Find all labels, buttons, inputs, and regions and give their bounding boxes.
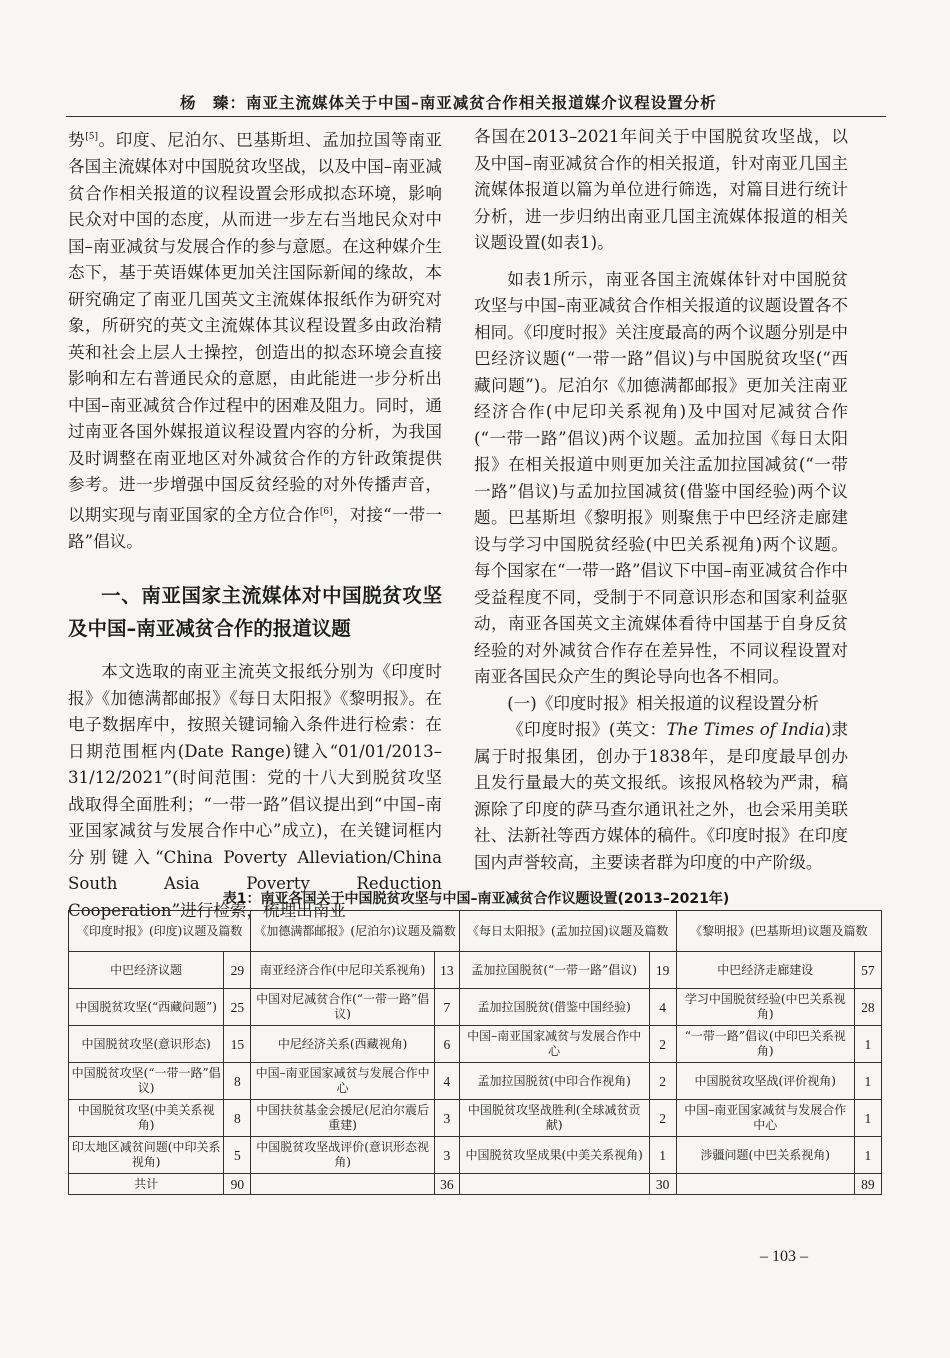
right-paragraph-3: 《印度时报》(英文：The Times of India)隶属于时报集团，创办于1838年，是印度最早创办且发行量最大的英文报纸。该报风格较为严肃，稿源除了印度的萨马查尔通讯社之外，也会采用美联社、法新社等西方媒体的稿件。《印度时报》在印度国内声誉较高，主要读者群为印度的中产阶级。 (474, 720, 848, 872)
table-total-row: 共计 90 36 30 89 (69, 1174, 882, 1195)
header-kathmandu-post: 《加德满都邮报》(尼泊尔)议题及篇数 (251, 911, 459, 952)
running-header: 杨 臻：南亚主流媒体关于中国–南亚减贫合作相关报道媒介议程设置分析 (180, 93, 717, 112)
citation-6: [6] (319, 506, 333, 517)
table-row: 中国脱贫攻坚(中美关系视角) 8 中国扶贫基金会援尼(尼泊尔震后重建) 3 中国脱贫攻坚战胜利(全球减贫贡献) 2 中国–南亚国家减贫与发展合作中心 1 (69, 1100, 882, 1137)
table-header-row (69, 911, 882, 952)
right-paragraph-2: 如表1所示，南亚各国主流媒体针对中国脱贫攻坚与中国–南亚减贫合作相关报道的议题设置各不相同。《印度时报》关注度最高的两个议题分别是中巴经济议题(“一带一路”倡议)与中国脱贫攻坚(“西藏问题”)。尼泊尔《加德满都邮报》更加关注南亚经济合作(中尼印关系视角)及中国对尼减贫合作(“一带一路”倡议)两个议题。孟加拉国《每日太阳报》在相关报道中则更加关注孟加拉国减贫(“一带一路”倡议)与孟加拉国减贫(借鉴中国经验)两个议题。巴基斯坦《黎明报》则聚焦于中巴经济走廊建设与学习中国脱贫经验(中巴关系视角)两个议题。每个国家在“一带一路”倡议下中国–南亚减贫合作中受益程度不同，受制于不同意识形态和国家利益驱动，南亚各国英文主流媒体看待中国基于自身反贫经验的对外减贫合作存在差异性，不同议程设置对南亚各国民众产生的舆论导向也各不相同。 (474, 269, 848, 686)
total-label: 共计 (69, 1174, 224, 1195)
issues-table (68, 910, 882, 1195)
header-dawn: 《黎明报》(巴基斯坦)议题及篇数 (676, 911, 881, 952)
header-daily-sun: 《每日太阳报》(孟加拉国)议题及篇数 (459, 911, 676, 952)
table-row: 中国脱贫攻坚(意识形态) 15 中尼经济关系(西藏视角) 6 中国–南亚国家减贫与发展合作中心 2 “一带一路”倡议(中印巴关系视角) 1 (69, 1026, 882, 1063)
section-title: 一、南亚国家主流媒体对中国脱贫攻坚及中国–南亚减贫合作的报道议题 (68, 584, 442, 641)
table-row: 中巴经济议题 29 南亚经济合作(中尼印关系视角) 13 孟加拉国脱贫(“一带一路”倡议) 19 中巴经济走廊建设 57 (69, 952, 882, 989)
right-column (474, 124, 848, 876)
right-paragraph-1: 各国在2013–2021年间关于中国脱贫攻坚战，以及中国–南亚减贫合作的相关报道，针对南亚几国主流媒体报道以篇为单位进行筛选，对篇目进行统计分析，进一步归纳出南亚几国主流媒体报道的相关议题设置(如表1)。 (474, 127, 848, 252)
left-column (68, 124, 442, 924)
page-number: – 103 – (760, 1248, 808, 1265)
left-paragraph-2: 本文选取的南亚主流英文报纸分别为《印度时报》《加德满都邮报》《每日太阳报》《黎明报》。在电子数据库中，按照关键词输入条件进行检索：在日期范围框内(Date Range)键入“01/01/2013–31/12/2021”(时间范围：党的十八大到脱贫攻坚战取得全面胜利；“一带一路”倡议提出到“中国–南亚国家减贫与发展合作中心”成立)，在关键词框内分别键入“China Poverty Alleviation/China South Asia Poverty Reduction Cooperation”进行检索，梳理出南亚 (68, 662, 442, 920)
header-times-of-india: 《印度时报》(印度)议题及篇数 (69, 911, 251, 952)
table-row: 中国脱贫攻坚(“西藏问题”) 25 中国对尼减贫合作(“一带一路”倡议) 7 孟加拉国脱贫(借鉴中国经验) 4 学习中国脱贫经验(中巴关系视角) 28 (69, 989, 882, 1026)
english-title: The Times of India (666, 720, 825, 739)
table-title: 表1：南亚各国关于中国脱贫攻坚与中国–南亚减贫合作议题设置(2013–2021年) (222, 891, 730, 907)
table-row: 中国脱贫攻坚(“一带一路”倡议) 8 中国–南亚国家减贫与发展合作中心 4 孟加拉国脱贫(中印合作视角) 2 中国脱贫攻坚战(评价视角) 1 (69, 1063, 882, 1100)
table-row: 印太地区减贫问题(中印关系视角) 5 中国脱贫攻坚战评价(意识形态视角) 3 中国脱贫攻坚成果(中美关系视角) 1 涉疆问题(中巴关系视角) 1 (69, 1137, 882, 1174)
header-rule (66, 116, 886, 117)
left-paragraph-1: 势[5]。印度、尼泊尔、巴基斯坦、孟加拉国等南亚各国主流媒体对中国脱贫攻坚战，以及中国–南亚减贫合作相关报道的议程设置会形成拟态环境，影响民众对中国的态度，从而进一步左右当地民众对中国–南亚减贫与发展合作的参与意愿。在这种媒介生态下，基于英语媒体更加关注国际新闻的缘故，本研究确定了南亚几国英文主流媒体报纸作为研究对象，所研究的英文主流媒体其议程设置多由政治精英和社会上层人士操控，创造出的拟态环境会直接影响和左右普通民众的意愿，由此能进一步分析出中国–南亚减贫合作过程中的困难及阻力。同时，通过南亚各国外媒报道议程设置内容的分析，为我国及时调整在南亚地区对外减贫合作的方针政策提供参考。进一步增强中国反贫经验的对外传播声音，以期实现与南亚国家的全方位合作[6]，对接“一带一路”倡议。 (68, 130, 443, 551)
citation-5: [5] (85, 132, 98, 142)
subheading: (一)《印度时报》相关报道的议程设置分析 (507, 693, 819, 713)
